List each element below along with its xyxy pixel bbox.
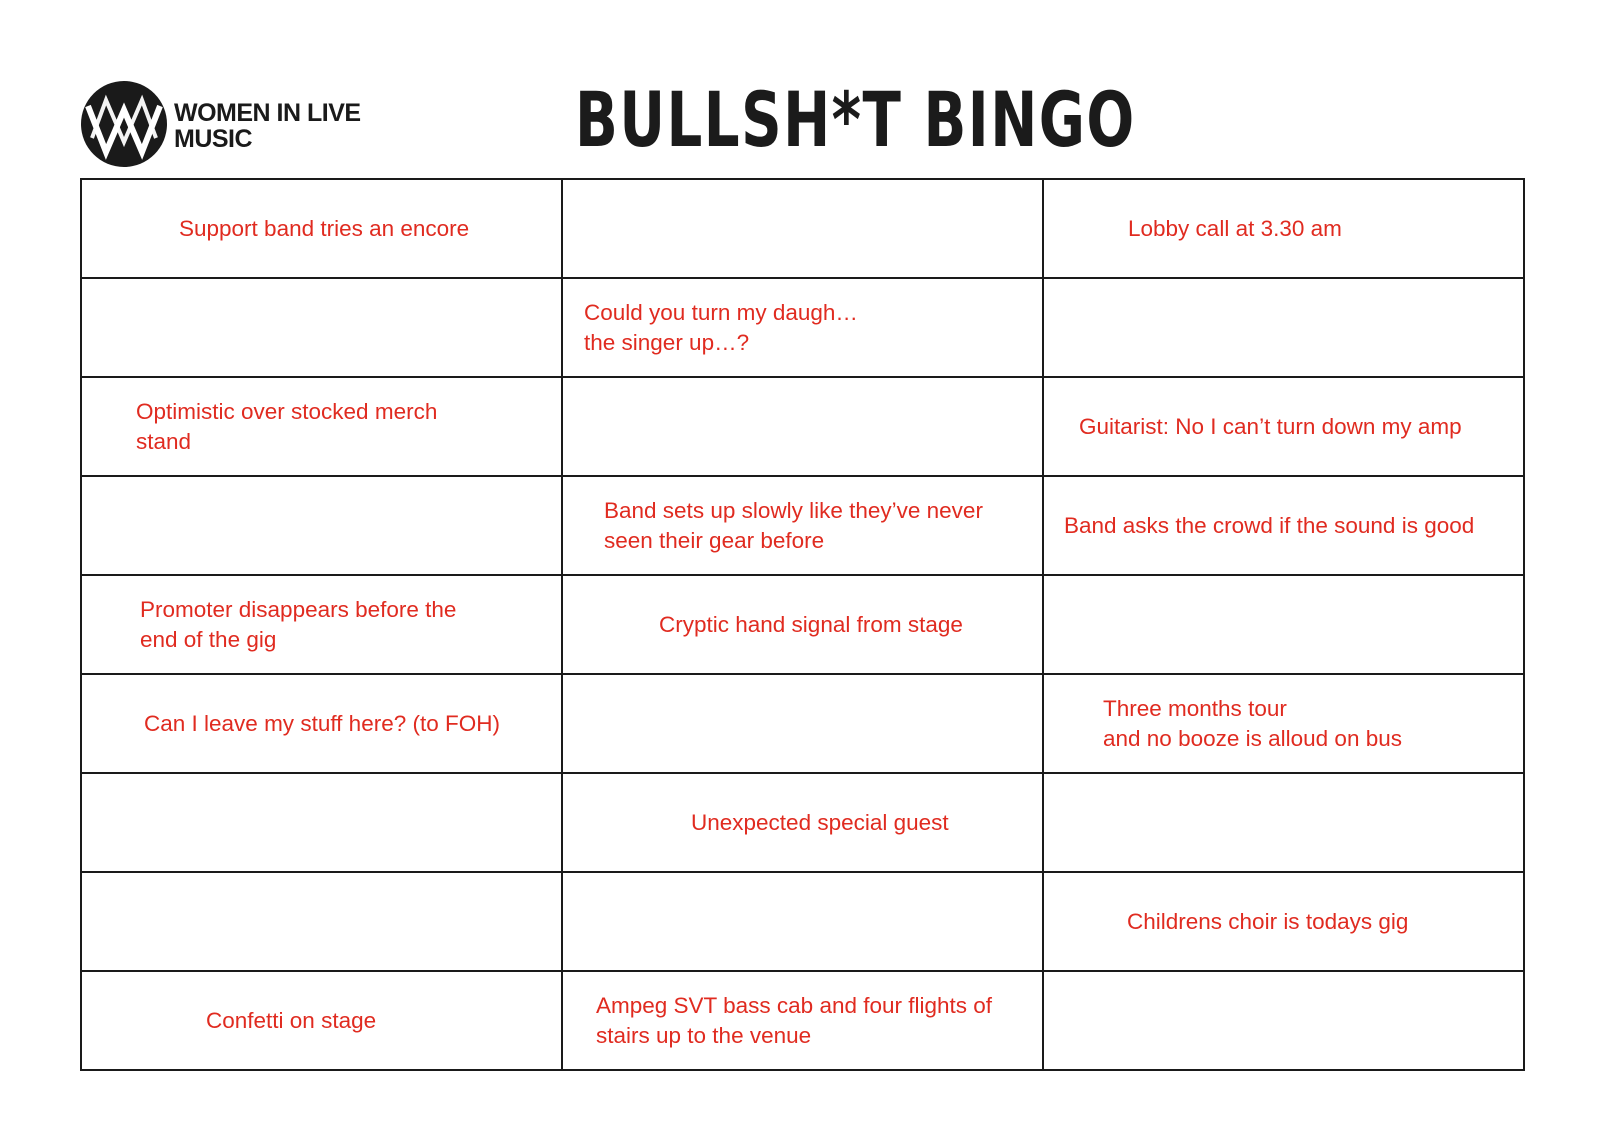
bingo-cell-text: Can I leave my stuff here? (to FOH) xyxy=(144,710,500,736)
bingo-cell-text: Lobby call at 3.30 am xyxy=(1128,215,1342,241)
page-title: BULLSH*T BINGO xyxy=(575,75,1136,164)
bingo-cell-text: Childrens choir is todays gig xyxy=(1127,908,1409,934)
bingo-cell[interactable] xyxy=(81,872,562,971)
bingo-cell[interactable] xyxy=(1043,575,1524,674)
bingo-cell[interactable] xyxy=(1043,377,1524,476)
bingo-cell[interactable] xyxy=(1043,674,1524,773)
bingo-cell[interactable] xyxy=(562,872,1043,971)
bingo-row xyxy=(81,179,1524,278)
bingo-cell[interactable] xyxy=(562,377,1043,476)
bingo-cell[interactable] xyxy=(562,179,1043,278)
bingo-cell[interactable] xyxy=(81,971,562,1070)
bingo-cell[interactable] xyxy=(1043,971,1524,1070)
bingo-cell[interactable] xyxy=(81,773,562,872)
bingo-cell-text: Three months tour and no booze is alloud on bus xyxy=(1103,695,1402,751)
bingo-cell[interactable] xyxy=(562,971,1043,1070)
bingo-cell[interactable] xyxy=(81,179,562,278)
bingo-cell[interactable] xyxy=(81,476,562,575)
bingo-cell[interactable] xyxy=(1043,872,1524,971)
bingo-cell[interactable] xyxy=(81,575,562,674)
bingo-row xyxy=(81,773,1524,872)
bingo-row xyxy=(81,278,1524,377)
wilm-logo-icon xyxy=(80,80,168,168)
bingo-cell-text: Ampeg SVT bass cab and four flights of stairs up to the venue xyxy=(596,992,993,1048)
bingo-cell[interactable] xyxy=(81,377,562,476)
bingo-cell-text: Unexpected special guest xyxy=(691,809,949,835)
bingo-cell[interactable] xyxy=(562,575,1043,674)
logo-text xyxy=(174,100,361,152)
bingo-row xyxy=(81,476,1524,575)
logo-text-line2: MUSIC xyxy=(174,125,253,153)
bingo-cell[interactable] xyxy=(1043,773,1524,872)
bingo-cell-text: Promoter disappears before the end of the gig xyxy=(140,596,457,652)
bingo-cell[interactable] xyxy=(1043,278,1524,377)
bingo-cell-text: Guitarist: No I can’t turn down my amp xyxy=(1079,413,1462,439)
bingo-row xyxy=(81,377,1524,476)
bingo-cell-text: Cryptic hand signal from stage xyxy=(659,611,963,637)
bingo-cell-text: Support band tries an encore xyxy=(179,215,470,241)
bingo-row xyxy=(81,971,1524,1070)
bingo-cell-text: Confetti on stage xyxy=(206,1007,377,1033)
bingo-cell-text: Optimistic over stocked merch stand xyxy=(136,398,438,454)
bingo-cell-text: Band asks the crowd if the sound is good xyxy=(1064,512,1475,538)
bingo-cell[interactable] xyxy=(562,773,1043,872)
logo xyxy=(80,80,380,170)
bingo-cell-text: Band sets up slowly like they’ve never seen their gear before xyxy=(604,497,983,553)
bingo-row xyxy=(81,674,1524,773)
bingo-cell[interactable] xyxy=(562,278,1043,377)
bingo-cell[interactable] xyxy=(81,278,562,377)
bingo-cell[interactable] xyxy=(1043,179,1524,278)
bingo-cell[interactable] xyxy=(81,674,562,773)
bingo-cell-text: Could you turn my daugh… the singer up…? xyxy=(584,299,858,355)
bingo-grid xyxy=(80,178,1525,1071)
bingo-cell[interactable] xyxy=(562,476,1043,575)
bingo-row xyxy=(81,872,1524,971)
logo-text-line1: WOMEN IN LIVE xyxy=(174,99,361,127)
bingo-cell[interactable] xyxy=(562,674,1043,773)
bingo-row xyxy=(81,575,1524,674)
bingo-cell[interactable] xyxy=(1043,476,1524,575)
